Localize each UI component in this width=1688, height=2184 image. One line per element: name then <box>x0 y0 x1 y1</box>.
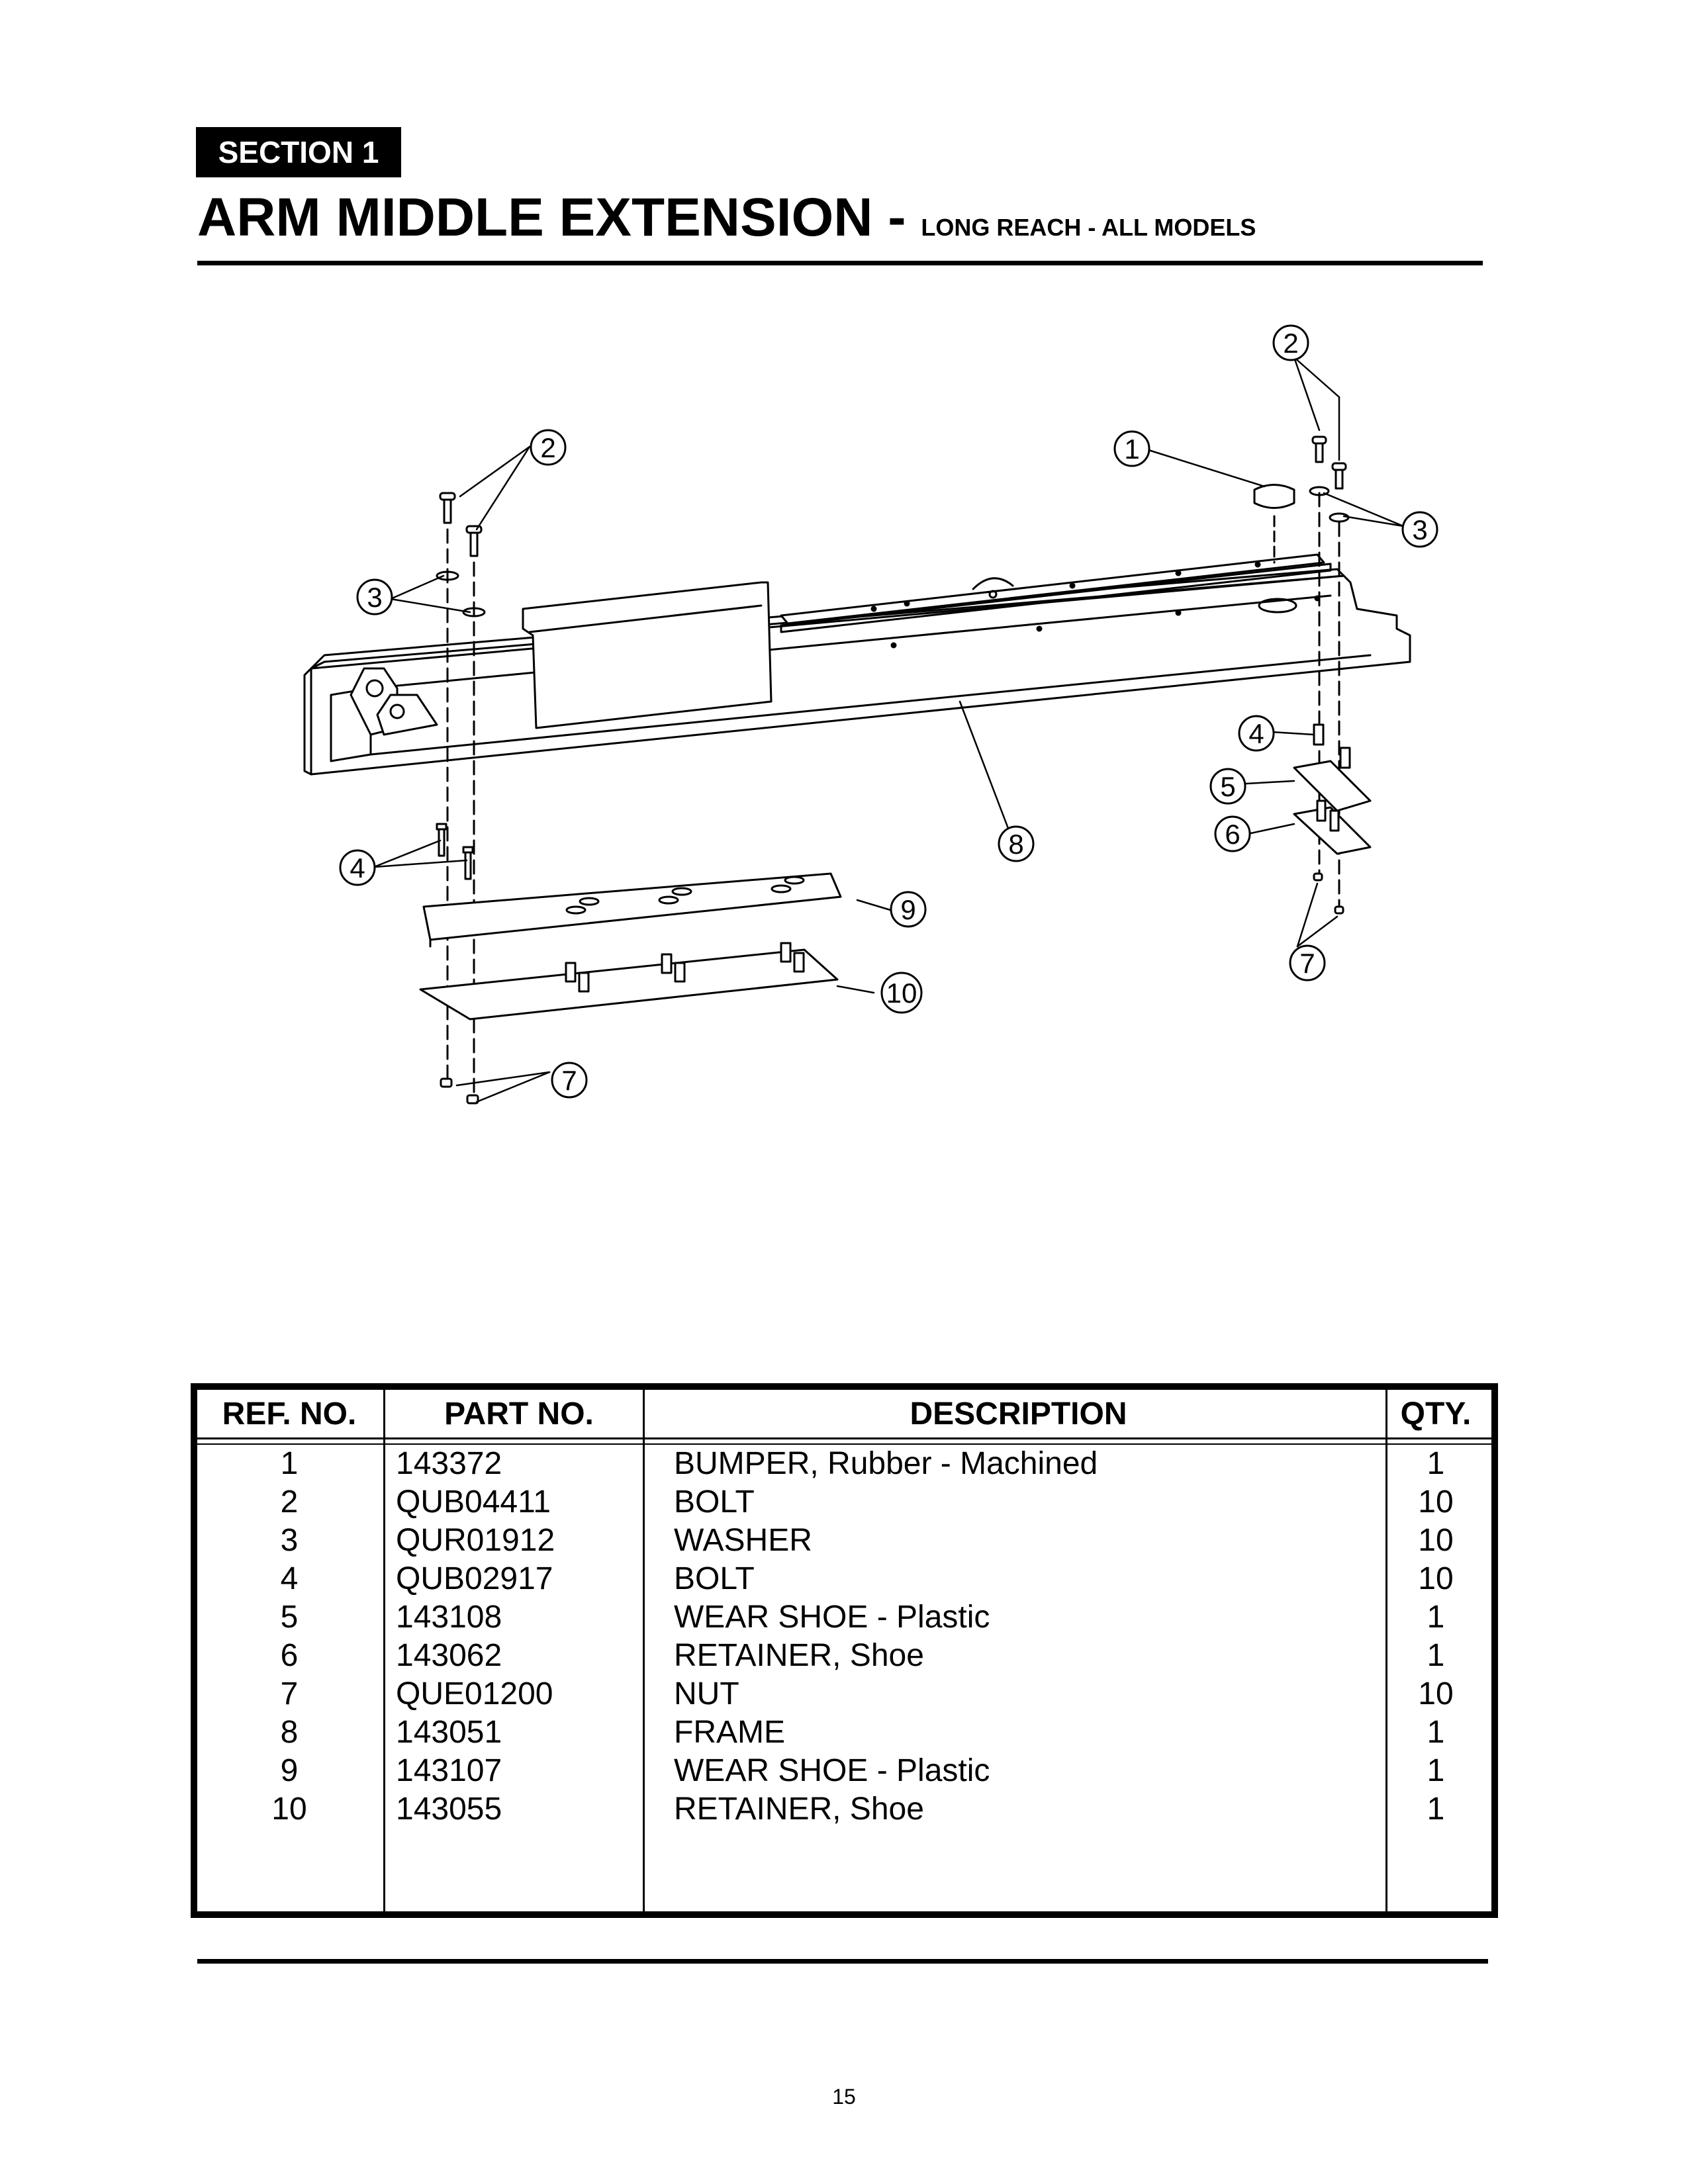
qty-cell: 10 <box>1418 1676 1454 1711</box>
svg-text:7: 7 <box>561 1065 577 1096</box>
table-row <box>197 1752 1491 1790</box>
part-no-cell: QUB04411 <box>396 1484 551 1520</box>
callout-4-left <box>340 850 375 885</box>
header-part-no: PART NO. <box>381 1390 657 1439</box>
ref-no-cell: 1 <box>280 1446 299 1481</box>
description-cell: RETAINER, Shoe <box>674 1792 924 1827</box>
description-cell: RETAINER, Shoe <box>674 1638 924 1673</box>
description-cell: WEAR SHOE - Plastic <box>674 1600 990 1635</box>
section-label: SECTION 1 <box>196 127 401 177</box>
part-no-cell: QUE01200 <box>396 1676 553 1711</box>
table-row <box>197 1675 1491 1713</box>
svg-text:2: 2 <box>540 432 556 463</box>
part-no-cell: QUB02917 <box>396 1561 553 1596</box>
wear-shoe-part <box>424 874 841 946</box>
table-row <box>197 1522 1491 1560</box>
callout-5 <box>1211 769 1245 803</box>
table-row <box>197 1790 1491 1829</box>
page-number: 15 <box>832 2085 856 2109</box>
header-ref-no: REF. NO. <box>197 1390 381 1439</box>
callout-4-right <box>1239 716 1274 751</box>
svg-text:9: 9 <box>900 894 916 925</box>
table-row <box>197 1598 1491 1637</box>
callout-3-left <box>357 580 392 614</box>
part-no-cell: 143055 <box>396 1792 502 1827</box>
part-no-cell: 143051 <box>396 1715 502 1750</box>
callout-1 <box>1115 432 1149 466</box>
description-cell: WEAR SHOE - Plastic <box>674 1753 990 1788</box>
qty-cell: 10 <box>1418 1523 1454 1558</box>
parts-table <box>191 1383 1498 1918</box>
svg-text:1: 1 <box>1124 433 1140 465</box>
description-cell: BUMPER, Rubber - Machined <box>674 1446 1098 1481</box>
qty-cell: 1 <box>1427 1600 1445 1635</box>
callout-8 <box>999 827 1033 861</box>
svg-text:2: 2 <box>1283 328 1299 359</box>
part-no-cell: 143107 <box>396 1753 502 1788</box>
ref-no-cell: 9 <box>280 1753 299 1788</box>
callout-6 <box>1215 817 1250 851</box>
part-no-cell: 143062 <box>396 1638 502 1673</box>
qty-cell: 1 <box>1427 1446 1445 1481</box>
callout-2-left <box>531 430 565 465</box>
table-row <box>197 1560 1491 1598</box>
qty-cell: 1 <box>1427 1715 1445 1750</box>
svg-text:5: 5 <box>1220 771 1236 802</box>
table-row <box>197 1713 1491 1752</box>
part-no-cell: QUR01912 <box>396 1523 555 1558</box>
qty-cell: 1 <box>1427 1792 1445 1827</box>
col-divider <box>643 1390 645 1911</box>
ref-no-cell: 8 <box>280 1715 299 1750</box>
callout-9 <box>891 892 925 927</box>
exploded-parts-diagram <box>265 311 1456 1171</box>
title-main: ARM MIDDLE EXTENSION - <box>197 187 921 248</box>
table-row <box>197 1483 1491 1522</box>
table-header-row <box>197 1390 1491 1439</box>
description-cell: NUT <box>674 1676 739 1711</box>
table-row <box>197 1637 1491 1675</box>
svg-text:3: 3 <box>1412 514 1428 545</box>
part-no-cell: 143372 <box>396 1446 502 1481</box>
ref-no-cell: 3 <box>280 1523 299 1558</box>
description-cell: WASHER <box>674 1523 812 1558</box>
part-no-cell: 143108 <box>396 1600 502 1635</box>
callout-10 <box>882 973 921 1013</box>
qty-cell: 1 <box>1427 1753 1445 1788</box>
table-row <box>197 1444 1491 1483</box>
ref-no-cell: 7 <box>280 1676 299 1711</box>
ref-no-cell: 5 <box>280 1600 299 1635</box>
bottom-rule <box>197 1959 1488 1964</box>
callout-7-left <box>552 1063 586 1097</box>
page-title <box>197 187 1256 249</box>
svg-text:4: 4 <box>1248 718 1264 749</box>
svg-text:3: 3 <box>367 582 383 613</box>
svg-text:8: 8 <box>1008 829 1024 860</box>
parts-list <box>197 1390 1491 1829</box>
svg-text:10: 10 <box>886 978 917 1009</box>
title-subtitle: LONG REACH - ALL MODELS <box>921 214 1256 241</box>
col-divider <box>1385 1390 1387 1911</box>
qty-cell: 1 <box>1427 1638 1445 1673</box>
svg-text:7: 7 <box>1299 948 1315 979</box>
ref-no-cell: 2 <box>280 1484 299 1520</box>
ref-no-cell: 6 <box>280 1638 299 1673</box>
svg-text:4: 4 <box>350 852 365 884</box>
top-rule <box>197 261 1483 265</box>
callout-7-right <box>1290 946 1325 980</box>
svg-text:6: 6 <box>1225 819 1241 850</box>
description-cell: BOLT <box>674 1484 755 1520</box>
ref-no-cell: 4 <box>280 1561 299 1596</box>
callout-2-top-right <box>1274 326 1308 360</box>
ref-no-cell: 10 <box>271 1792 307 1827</box>
qty-cell: 10 <box>1418 1484 1454 1520</box>
header-qty: QTY. <box>1380 1390 1491 1439</box>
callout-3-right <box>1403 512 1437 547</box>
description-cell: FRAME <box>674 1715 785 1750</box>
retainer-part <box>420 943 837 1019</box>
col-divider <box>383 1390 385 1911</box>
qty-cell: 10 <box>1418 1561 1454 1596</box>
header-description: DESCRIPTION <box>657 1390 1380 1439</box>
description-cell: BOLT <box>674 1561 755 1596</box>
